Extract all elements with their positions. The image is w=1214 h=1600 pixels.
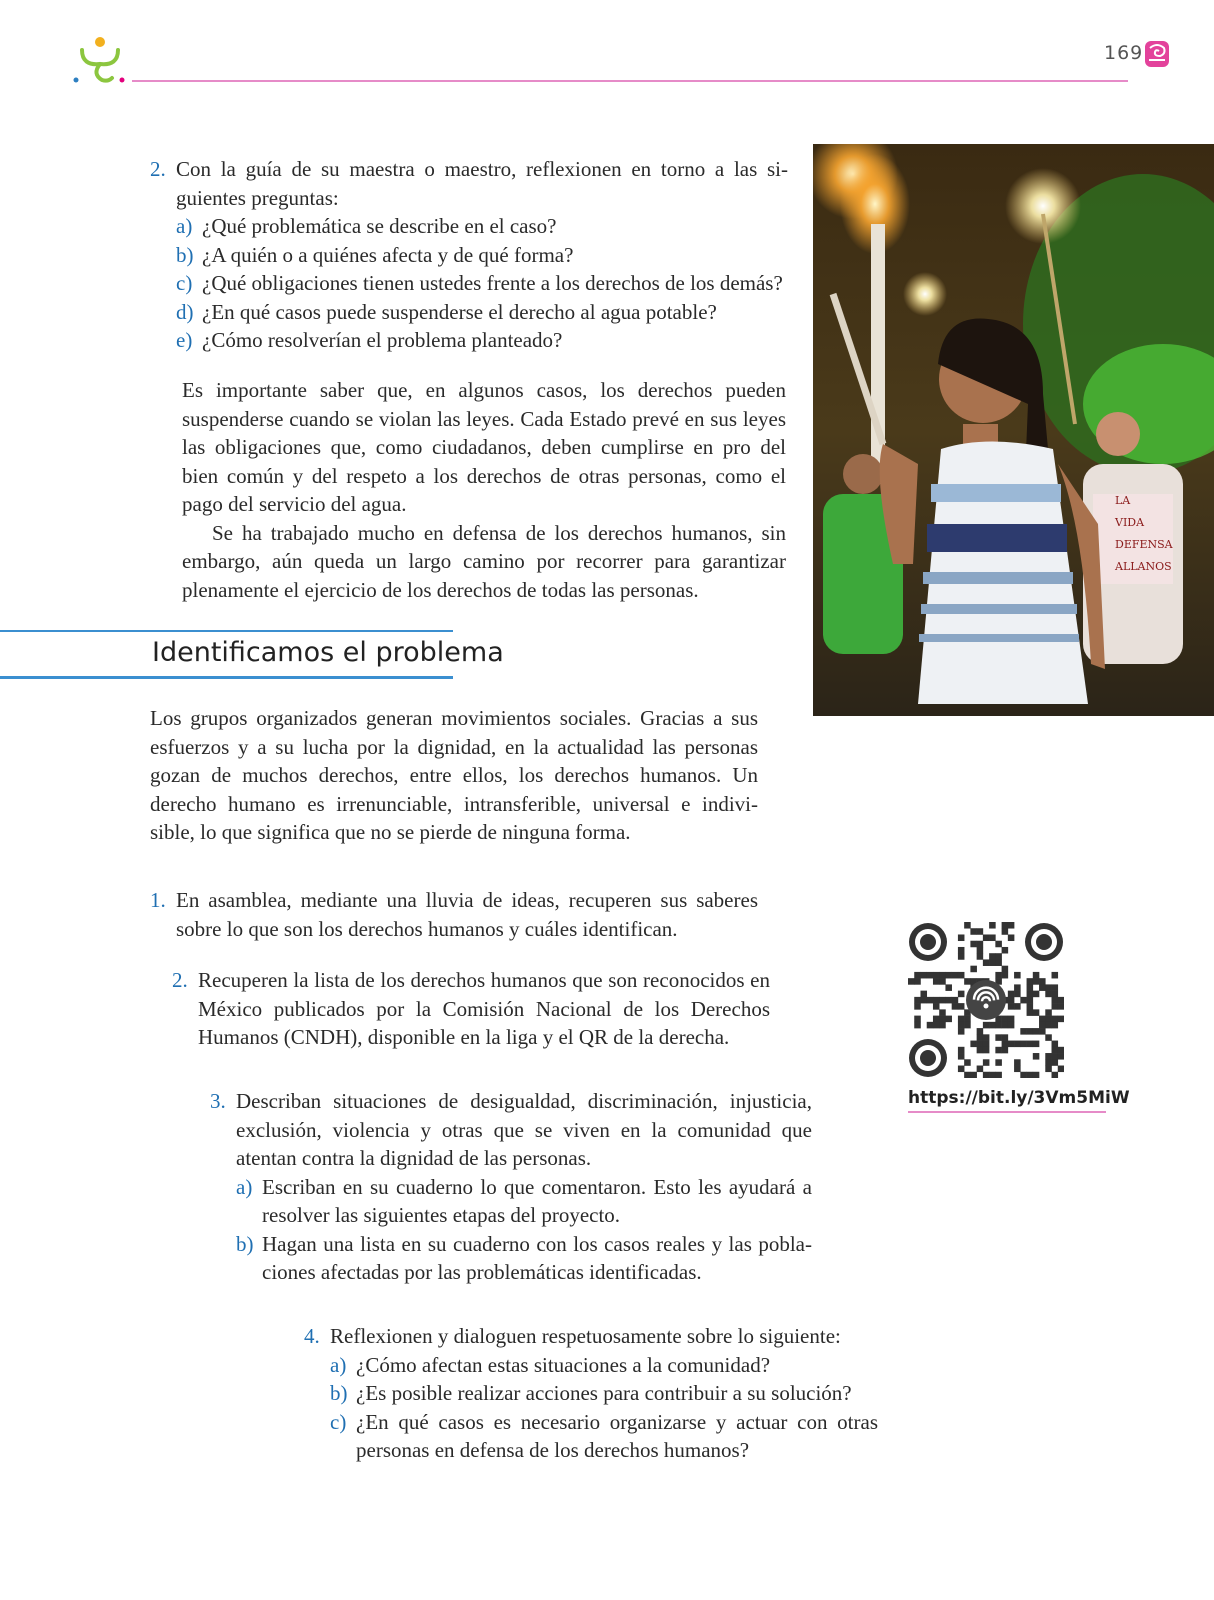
sub-letter: a)	[236, 1174, 253, 1199]
activity-4-subitems	[304, 1351, 878, 1465]
sub-item	[330, 1351, 878, 1380]
sub-item	[236, 1230, 812, 1287]
sub-item-text: ¿Es posible realizar acciones para contribuir a su solución?	[356, 1381, 852, 1405]
question-2	[150, 155, 788, 355]
sub-letter: c)	[176, 271, 193, 295]
sub-letter: b)	[176, 242, 194, 267]
sub-item-text: ¿Qué obligaciones tienen ustedes frente a los derechos de los demás?	[202, 271, 783, 295]
sub-letter: b)	[330, 1381, 348, 1405]
qr-link-underline	[908, 1111, 1106, 1113]
sub-letter: e)	[176, 328, 193, 352]
activity-1	[150, 886, 758, 943]
item-number: 1.	[150, 888, 166, 912]
sub-item	[176, 298, 788, 327]
item-number: 4.	[304, 1324, 320, 1348]
sub-item-text: ¿Cómo resolverían el problema planteado?	[202, 328, 563, 352]
paragraph: Los grupos organizados generan movimientos sociales. Gracias a sus esfuerzos y a su lucha por la dignidad, en la actualidad las personas gozan de muchos derechos, entre ellos, los derechos humanos. Un derecho humano es irrenunciable, intransferible, universal e indivi-sible, lo que significa que no se pierde de ninguna forma.	[150, 706, 758, 844]
sub-item-text: ¿Qué problemática se describe en el caso?	[202, 214, 557, 238]
item-number: 3.	[210, 1089, 226, 1113]
sub-item	[236, 1173, 812, 1230]
question-2-subitems	[150, 212, 788, 355]
activity-3	[210, 1087, 812, 1287]
sub-letter: a)	[330, 1352, 347, 1377]
photo-banner-text: LA VIDA DEFENSA ALLANOS	[1115, 494, 1173, 573]
paragraph: Es importante saber que, en algunos casos, los derechos pueden suspenderse cuando se violan las leyes. Cada Estado prevé en sus leyes las obligaciones que, como ciudadanos, deben cumplirse en pro del bien común y del respeto a los derechos de otras personas, como el pago del servicio del agua.	[182, 378, 786, 516]
item-number: 2.	[150, 157, 166, 181]
sub-item-text: ¿En qué casos puede suspenderse el derecho al agua potable?	[202, 299, 717, 324]
activity-text: En asamblea, mediante una lluvia de ideas, recuperen sus saberes sobre lo que son los derechos humanos y cuáles identifican.	[176, 888, 758, 941]
sub-item	[176, 326, 788, 355]
sub-letter: d)	[176, 299, 194, 324]
item-number: 2.	[172, 968, 188, 992]
activity-3-subitems	[210, 1173, 812, 1287]
sub-item	[330, 1408, 878, 1465]
paragraph: Se ha trabajado mucho en defensa de los derechos humanos, sin embargo, aún queda un largo camino por recorrer para garantizar plenamente el ejercicio de los derechos de todas las personas.	[182, 520, 786, 602]
sub-letter: b)	[236, 1231, 254, 1256]
section-rule-top	[0, 630, 453, 632]
sub-item-text: Escriban en su cuaderno lo que comentaron. Esto les ayudará a resolver las siguientes etapas del proyecto.	[262, 1174, 812, 1227]
sub-item-text: Hagan una lista en su cuaderno con los casos reales y las pobla-ciones afectadas por las problemáticas identificadas.	[262, 1231, 812, 1284]
page-number: 169	[1104, 42, 1144, 64]
sub-item	[176, 212, 788, 241]
activity-text: Describan situaciones de desigualdad, discriminación, injusticia, exclusión, violencia y otras que se viven en la comunidad que atentan contra la dignidad de las personas.	[236, 1089, 812, 1170]
sub-letter: a)	[176, 214, 193, 238]
section-intro	[150, 704, 758, 847]
activity-text: Reflexionen y dialoguen respetuosamente sobre lo siguiente:	[330, 1324, 841, 1348]
sub-item-text: ¿A quién o a quiénes afecta y de qué forma?	[202, 242, 574, 267]
sub-item	[176, 241, 788, 270]
activity-text: Recuperen la lista de los derechos humanos que son reconocidos en México publicados por la Comisión Nacional de los Derechos Humanos (CNDH), disponible en la liga y el QR de la derecha.	[198, 968, 770, 1049]
ornament-icon	[1144, 40, 1170, 68]
sub-item-text: ¿Cómo afectan estas situaciones a la comunidad?	[356, 1352, 771, 1377]
section-rule-bottom	[0, 676, 453, 679]
question-text: Con la guía de su maestra o maestro, reflexionen en torno a las si-guientes preguntas:	[176, 157, 788, 210]
protest-photo	[813, 144, 1214, 716]
section-title: Identificamos el problema	[152, 637, 504, 668]
activity-4	[304, 1322, 878, 1465]
explanation-block	[182, 376, 786, 604]
sub-item	[330, 1379, 878, 1408]
activity-2	[172, 966, 770, 1052]
sub-item-text: ¿En qué casos es necesario organizarse y actuar con otras personas en defensa de los derechos humanos?	[356, 1409, 878, 1462]
book-logo-icon	[72, 34, 128, 86]
sub-letter: c)	[330, 1409, 347, 1434]
qr-code	[908, 922, 1064, 1078]
qr-link[interactable]: https://bit.ly/3Vm5MiW	[908, 1088, 1130, 1108]
sub-item	[176, 269, 788, 298]
header-rule	[132, 80, 1128, 82]
